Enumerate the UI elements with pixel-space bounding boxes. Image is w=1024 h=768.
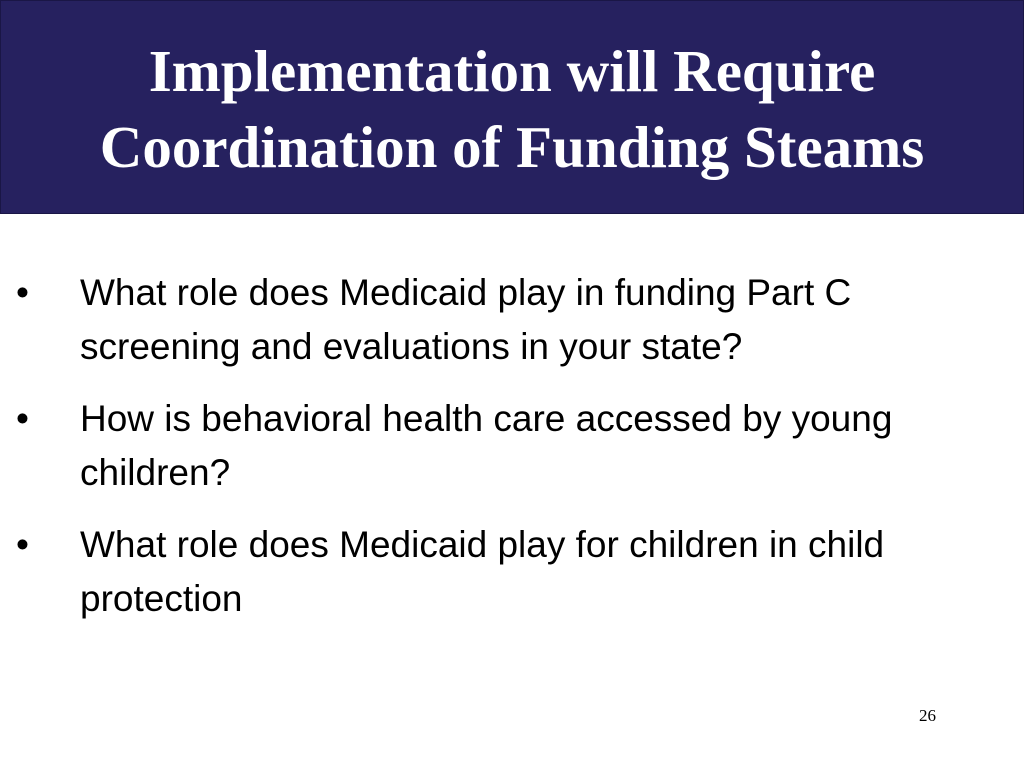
bullet-item-behavioral-health xyxy=(0,392,1024,500)
bullet-text: How is behavioral health care accessed by young children? xyxy=(80,398,893,493)
bullet-point-icon: • xyxy=(16,398,29,439)
slide-title-line-1: Implementation will Require xyxy=(148,38,876,104)
bullet-point-icon: • xyxy=(16,272,29,313)
bullet-item-medicaid-part-c xyxy=(0,266,1024,374)
bullet-list xyxy=(0,266,1024,644)
bullet-text: What role does Medicaid play for children in child protection xyxy=(80,524,885,619)
slide-title-line-2: Coordination of Funding Steams xyxy=(99,114,925,180)
slide-title-bar xyxy=(0,0,1024,214)
slide-title xyxy=(100,29,925,185)
bullet-point-icon: • xyxy=(16,524,29,565)
bullet-item-child-protection xyxy=(0,518,1024,626)
page-number: 26 xyxy=(919,706,936,725)
bullet-text: What role does Medicaid play in funding Part C screening and evaluations in your state? xyxy=(80,272,852,367)
